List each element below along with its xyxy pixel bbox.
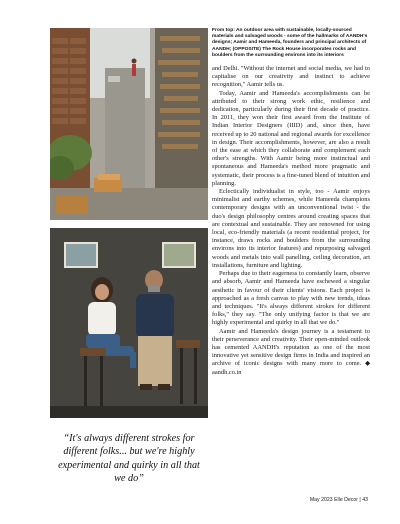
page-folio: May 2023 Elle Decor | 43 — [309, 497, 368, 503]
outdoor-area-photo — [50, 28, 208, 220]
photo-caption: From top: An outdoor area with sustainable, locally-sourced materials and salvaged woods - some of the hallmarks of AANDH's designs; Aamir and Hameeda, founders and principal architects of AANDH; (OPPOSITE) The Rock House incorporates rocks and boulders from the surrounding environs into its interiors — [212, 28, 368, 58]
article-paragraph: Perhaps due to their eagerness to constantly learn, observe and absorb, Aamir and Hameeda have eschewed a singular aesthetic in favour of their clients' visions. Each project is approached as a fresh canvas to play with new trends, ideas and techniques. "It's always different strokes for different folks," they say. "The only unifying factor is that we are highly experimental and quirky in all that we do." — [212, 270, 370, 327]
article-paragraph: Aamir and Hameeda's design journey is a testament to their perseverance and creativity. Their open-minded outlook has cemented AANDH's reputation as one of the most innovative yet sensitive design firms in India and inspired an archive of iconic designs with many more to come. ◆ aandh.co.in — [212, 327, 370, 376]
outdoor-area-illustration — [50, 28, 208, 220]
founders-illustration — [50, 228, 208, 418]
article-paragraph: Eclectically individualist in style, too - Aamir enjoys minimalist and earthy schemes, while Hameeda champions contemporary designs with an unconventional twist - the duo's design philosophy centres around creating spaces that are contextual and sustainable. They are renowned for using local, eco-friendly materials (a recent residential project, for instance, draws rocks and boulders from the surrounding environs into its interior features) and repurposing salvaged woods and metals into wall panelling, ceiling decoration, art installations, furniture and lighting. — [212, 188, 370, 269]
article-column — [212, 28, 370, 377]
article-paragraph: Today, Aamir and Hameeda's accomplishments can be attributed to their strong work ethic, resilience and dedication, particularly during their first decade of practice. In 2011, they won their first award from the Institute of Indian Interior Designers (IIID) and, since then, have received up to 20 national and regional awards for excellence in design. Their accomplishments, however, are also a result of the ease at which they collaborate and complement each other's strengths. With Aamir being more instinctual and spontaneous and Hameeda's method more pragmatic and systematic, their process is a fine-tuned blend of intuition and planning. — [212, 89, 370, 187]
founders-photo — [50, 228, 208, 418]
pull-quote: “It's always different strokes for different folks... but we're highly experimental and quirky in all that we do” — [58, 433, 200, 485]
article-paragraph: and Delhi. "Without the internet and social media, we had to capitalise on our creativity and instinct to achieve recognition," Aamir tells us. — [212, 65, 370, 89]
article-body — [212, 65, 370, 377]
